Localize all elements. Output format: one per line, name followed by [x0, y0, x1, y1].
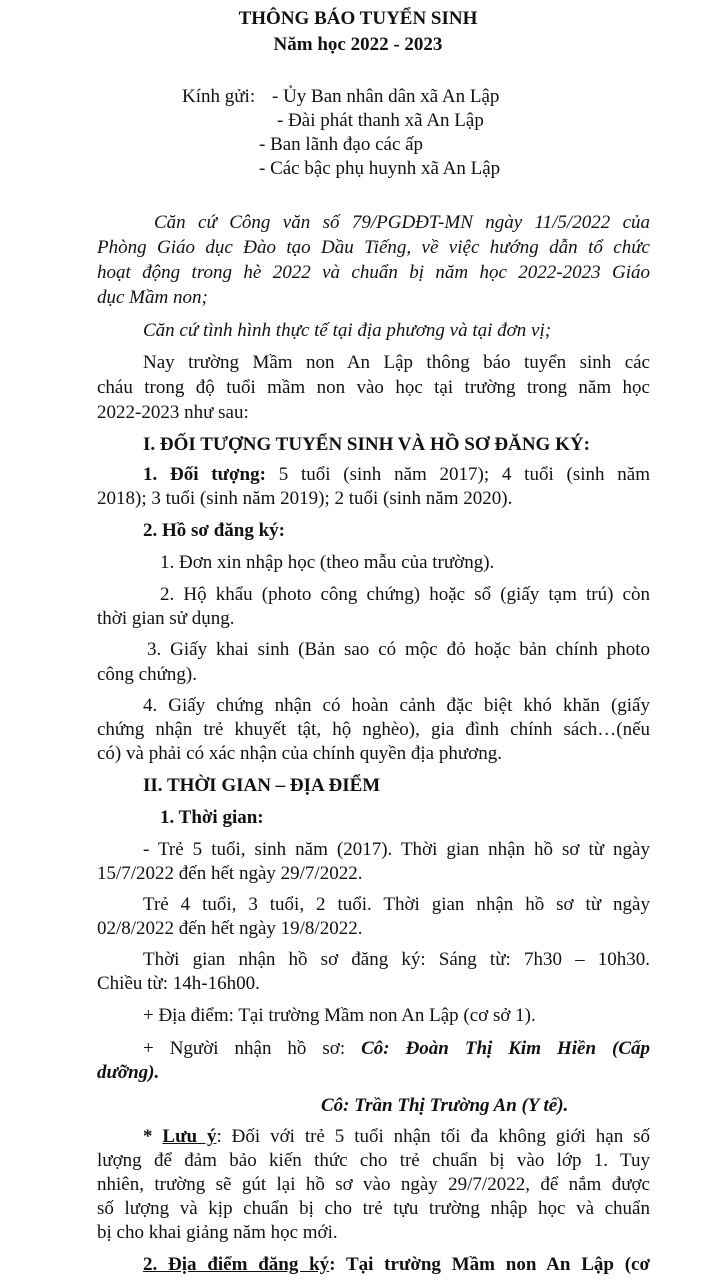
doc-item: có) và phải có xác nhận của chính quyền địa phương. — [97, 743, 502, 764]
note-line — [143, 1124, 650, 1150]
doc-item: 1. Đơn xin nhập học (theo mẫu của trường). — [160, 552, 495, 573]
note-line: bị cho khai giảng năm học mới. — [97, 1222, 338, 1243]
note-prefix: * — [143, 1126, 163, 1147]
recipients-label: Kính gửi: — [182, 86, 256, 107]
registration-place-text: : Tại trường Mầm non An Lập (cơ — [329, 1254, 650, 1275]
basis-line: hoạt động trong hè 2022 và chuẩn bị năm học 2022-2023 Giáo — [97, 262, 650, 283]
receiver-name: dưỡng). — [97, 1062, 160, 1083]
doc-item: công chứng). — [97, 664, 197, 685]
recipient-item: - Đài phát thanh xã An Lập — [277, 110, 484, 131]
target-label: 1. Đối tượng: — [143, 464, 266, 485]
intro-line: Nay trường Mầm non An Lập thông báo tuyển sinh các — [143, 352, 650, 373]
time-line: 15/7/2022 đến hết ngày 29/7/2022. — [97, 863, 363, 884]
place-line: + Địa điểm: Tại trường Mầm non An Lập (cơ sở 1). — [143, 1005, 536, 1026]
target-line — [143, 462, 650, 488]
docs-heading: 2. Hồ sơ đăng ký: — [143, 520, 285, 541]
receiver-name: Cô: Đoàn Thị Kim Hiền (Cấp — [361, 1038, 650, 1059]
doc-item: chứng nhận trẻ khuyết tật, hộ nghèo), gia đình chính sách…(nếu — [97, 719, 650, 740]
basis-line: Phòng Giáo dục Đào tạo Dầu Tiếng, về việc hướng dẫn tổ chức — [97, 237, 650, 258]
time-line: 02/8/2022 đến hết ngày 19/8/2022. — [97, 918, 363, 939]
receiver-prefix: + Người nhận hồ sơ: — [143, 1038, 362, 1059]
time-line: - Trẻ 5 tuổi, sinh năm (2017). Thời gian nhận hồ sơ từ ngày — [143, 839, 650, 860]
doc-item: 4. Giấy chứng nhận có hoàn cảnh đặc biệt khó khăn (giấy — [143, 695, 650, 716]
recipient-item: - Ban lãnh đạo các ấp — [259, 134, 424, 155]
section-heading: II. THỜI GIAN – ĐỊA ĐIỂM — [143, 775, 381, 796]
document-subtitle: Năm học 2022 - 2023 — [273, 34, 443, 55]
target-text: 5 tuổi (sinh năm 2017); 4 tuổi (sinh năm — [265, 464, 650, 485]
hours-line: Thời gian nhận hồ sơ đăng ký: Sáng từ: 7h30 – 10h30. — [143, 949, 650, 970]
time-line: Trẻ 4 tuổi, 3 tuổi, 2 tuổi. Thời gian nhận hồ sơ từ ngày — [143, 894, 650, 915]
note-text: : Đối với trẻ 5 tuổi nhận tối đa không giới hạn số — [216, 1126, 650, 1147]
doc-item: 3. Giấy khai sinh (Bản sao có mộc đỏ hoặc bản chính photo — [147, 639, 650, 660]
document-title: THÔNG BÁO TUYỂN SINH — [238, 8, 478, 29]
doc-item: 2. Hộ khẩu (photo công chứng) hoặc sổ (giấy tạm trú) còn — [160, 584, 650, 605]
note-line: nhiên, trường sẽ gút lại hồ sơ vào ngày 29/7/2022, để nắm được — [97, 1174, 650, 1195]
intro-line: cháu trong độ tuổi mầm non vào học tại trường trong năm học — [97, 377, 650, 398]
receiver-name: Cô: Trần Thị Trường An (Y tế). — [321, 1095, 569, 1116]
basis-line: Căn cứ Công văn số 79/PGDĐT-MN ngày 11/5/2022 của — [154, 212, 650, 233]
time-heading: 1. Thời gian: — [160, 807, 264, 828]
receiver-line — [143, 1036, 650, 1062]
target-line: 2018); 3 tuổi (sinh năm 2019); 2 tuổi (sinh năm 2020). — [97, 488, 513, 509]
section-heading: I. ĐỐI TƯỢNG TUYỂN SINH VÀ HỒ SƠ ĐĂNG KÝ: — [143, 434, 590, 455]
hours-line: Chiều từ: 14h-16h00. — [97, 973, 260, 994]
recipient-item: - Ủy Ban nhân dân xã An Lập — [272, 86, 500, 107]
registration-place-line — [143, 1252, 650, 1278]
note-line: lượng để đảm bảo kiến thức cho trẻ chuẩn bị vào lớp 1. Tuy — [97, 1150, 650, 1171]
intro-line: 2022-2023 như sau: — [97, 402, 249, 423]
registration-place-label: 2. Địa điểm đăng ký — [143, 1254, 330, 1275]
note-line: số lượng và kịp chuẩn bị cho trẻ tựu trường nhập học và chuẩn — [97, 1198, 650, 1219]
doc-item: thời gian sử dụng. — [97, 608, 235, 629]
basis-line: Căn cứ tình hình thực tế tại địa phương và tại đơn vị; — [143, 320, 552, 341]
basis-line: dục Mầm non; — [97, 287, 208, 308]
recipient-item: - Các bậc phụ huynh xã An Lập — [259, 158, 501, 179]
note-label: Lưu ý — [162, 1126, 217, 1147]
